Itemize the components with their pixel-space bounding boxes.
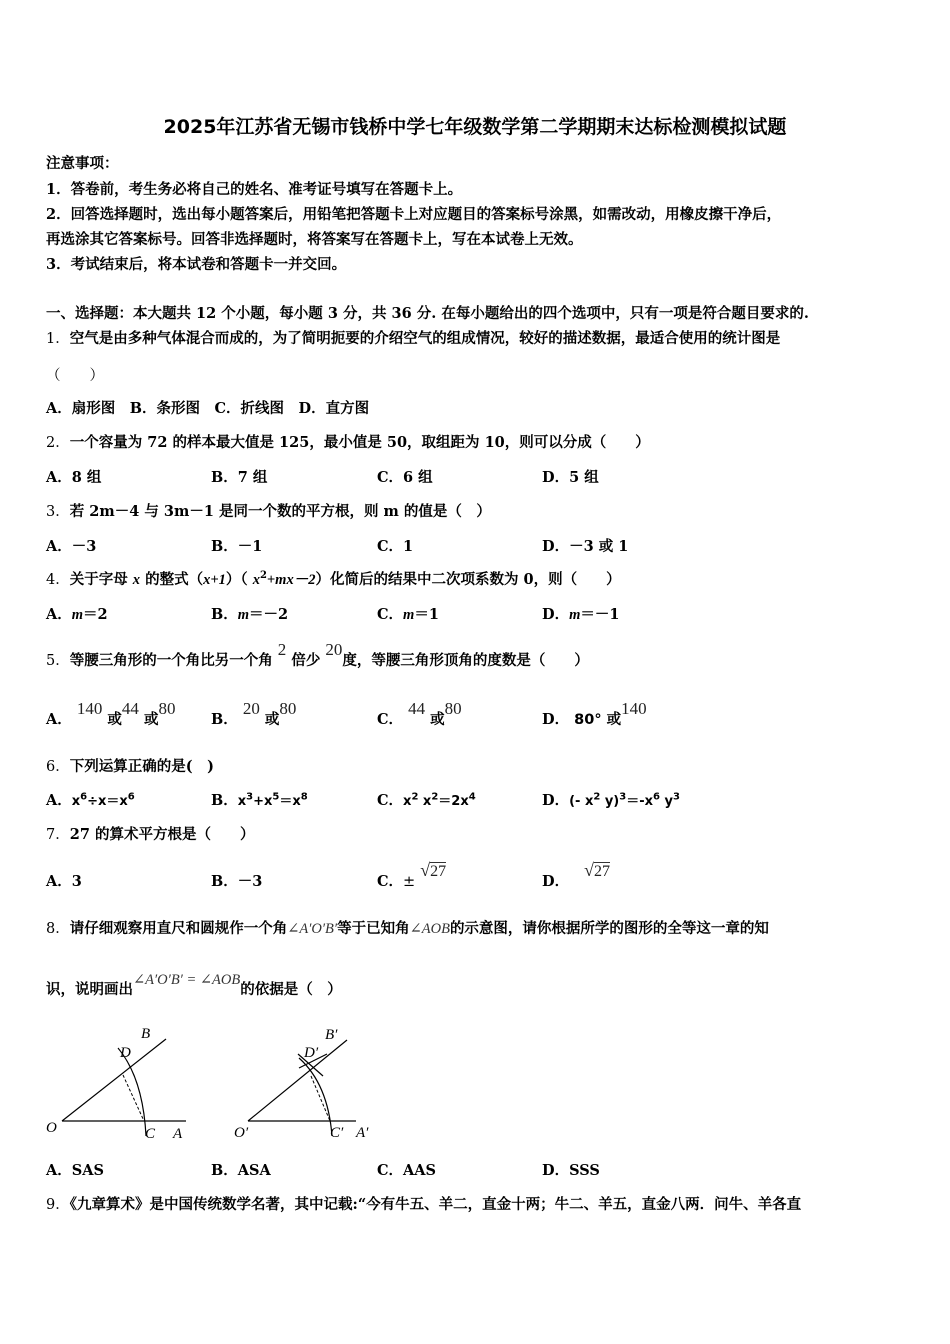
exponent: 4 — [468, 791, 476, 803]
option-label: D． — [542, 792, 570, 809]
option-label: A． — [46, 792, 72, 809]
or-word: 或 — [606, 711, 622, 728]
q6-option-d — [542, 789, 680, 810]
q8-angle-1: ∠A′O′B′ — [287, 921, 338, 937]
sqrt-27 — [420, 860, 447, 880]
question-1-paren: （ ） — [46, 368, 104, 384]
expr: x — [418, 794, 432, 809]
radicand: 27 — [430, 863, 447, 880]
expr: ÷x＝x — [87, 794, 128, 809]
label-o-prime: O′ — [234, 1125, 249, 1141]
exponent: 6 — [80, 791, 88, 803]
question-number: 8． — [46, 921, 70, 937]
option-label: D． — [542, 873, 570, 890]
option-label: D． — [542, 711, 570, 728]
page-title: 2025年江苏省无锡市钱桥中学七年级数学第二学期期末达标检测模拟试题 — [163, 116, 787, 138]
base: x — [403, 794, 412, 809]
q2-option-b: B．7 组 — [211, 469, 268, 486]
q8-option-c: C．AAS — [377, 1162, 437, 1179]
option-value: ＝－1 — [580, 606, 620, 623]
question-1-options: A．扇形图 B．条形图 C．折线图 D．直方图 — [46, 400, 370, 417]
q4-stem-a: 关于字母 — [69, 571, 128, 588]
question-number: 2． — [46, 435, 70, 451]
q8-stem-c: 的示意图，请你根据所学的图形的全等这一章的知 — [449, 920, 769, 937]
option-label: A． — [46, 711, 72, 728]
exponent: 3 — [672, 791, 680, 803]
q5-stem-a: 等腰三角形的一个角比另一个角 — [69, 652, 273, 669]
q7-option-d — [542, 860, 611, 891]
expr: ＝x — [279, 794, 301, 809]
option-label: A． — [46, 606, 72, 623]
option-label: B． — [211, 792, 238, 809]
exponent: 3 — [619, 791, 627, 803]
q5-option-b — [211, 699, 297, 729]
exponent: 3 — [246, 791, 254, 803]
or-word: 或 — [264, 711, 280, 728]
label-d-prime: D′ — [304, 1045, 319, 1061]
option-label: B． — [211, 606, 238, 623]
q4-stem-b: 的整式（ — [145, 571, 204, 588]
label-c: C — [145, 1126, 156, 1142]
q4-stem-d: ）化简后的结果中二次项系数为 0，则（ ） — [315, 571, 621, 588]
question-stem: 若 2m－4 与 3m－1 是同一个数的平方根，则 m 的值是（ ） — [69, 503, 491, 520]
q8-stem-e: 的依据是（ ） — [240, 981, 342, 998]
option-label: C． — [377, 606, 404, 623]
q7-option-a: A．3 — [46, 873, 82, 890]
q5-option-c — [377, 699, 462, 729]
question-7 — [46, 823, 254, 844]
radical-sign-icon: √ — [420, 860, 431, 880]
base: x — [237, 794, 247, 809]
q8-stem-b: 等于已知角 — [337, 920, 410, 937]
q4-var-x: x — [132, 572, 141, 588]
q4-option-c — [377, 603, 439, 624]
q5-option-a — [46, 699, 176, 729]
q4-x: x — [252, 572, 260, 588]
option-label: B． — [211, 711, 238, 728]
question-number: 9． — [46, 1197, 70, 1213]
question-9 — [46, 1193, 801, 1214]
option-label: C． — [377, 711, 404, 728]
value: 80 — [158, 699, 176, 718]
or-word: 或 — [107, 711, 122, 728]
question-3 — [46, 500, 491, 521]
q4-option-d — [542, 603, 619, 624]
q8-stem-a: 请仔细观察用直尺和圆规作一个角 — [69, 920, 288, 937]
label-c-prime: C′ — [330, 1125, 344, 1141]
question-number: 4． — [46, 572, 70, 588]
value: 140 — [621, 699, 647, 718]
expr: (- x — [569, 794, 594, 809]
base: x — [71, 794, 81, 809]
var-m: m — [71, 607, 84, 623]
q4-square: 2 — [259, 570, 267, 582]
question-number: 1． — [46, 331, 70, 347]
option-value: ＝1 — [414, 606, 439, 623]
exponent: 2 — [431, 791, 439, 803]
expr: y) — [600, 794, 620, 809]
q5-stem-b: 倍少 — [291, 652, 321, 669]
arc-cd — [118, 1048, 146, 1136]
var-m: m — [403, 607, 415, 623]
q7-option-c — [377, 860, 447, 891]
label-b-prime: B′ — [325, 1027, 338, 1043]
option-label: D． — [542, 606, 570, 623]
exponent: 6 — [127, 791, 135, 803]
q4-stem-c: ）（ — [225, 571, 248, 588]
notice-item-3: 3．考试结束后，将本试卷和答题卡一并交回。 — [46, 256, 347, 273]
question-1 — [46, 327, 780, 348]
expr: y — [659, 794, 673, 809]
q6-option-c — [377, 789, 476, 810]
q4-option-a — [46, 603, 108, 624]
expr: +x — [253, 794, 273, 809]
question-stem: 《九章算术》是中国传统数学名著，其中记载:“今有牛五、羊二，直金十两；牛二、羊五，直金八两．问牛、羊各直 — [69, 1196, 802, 1213]
exponent: 6 — [653, 791, 660, 803]
q6-option-a — [46, 789, 135, 810]
sqrt-27 — [584, 860, 611, 880]
expr: ＝2x — [438, 794, 469, 809]
question-5 — [46, 640, 589, 670]
q5-number-2: 2 — [277, 640, 287, 659]
exponent: 2 — [411, 791, 419, 803]
exponent: 2 — [593, 791, 601, 803]
notice-item-2: 2．回答选择题时，选出每小题答案后，用铅笔把答题卡上对应题目的答案标号涂黑，如需改动，用橡皮擦干净后， — [46, 206, 782, 223]
q2-option-d: D．5 组 — [542, 469, 599, 486]
q5-number-20: 20 — [325, 640, 343, 659]
q8-construction-figures — [40, 1020, 400, 1150]
question-stem: 下列运算正确的是( ) — [69, 758, 214, 775]
q3-option-a: A．－3 — [46, 538, 97, 555]
ray-o1b1 — [248, 1040, 347, 1121]
notice-item-2-cont: 再选涂其它答案标号。回答非选择题时，将答案写在答题卡上，写在本试卷上无效。 — [46, 231, 583, 248]
value: 140 — [76, 699, 103, 718]
figure-angle-a1o1b1 — [234, 1027, 369, 1141]
ray-ob — [62, 1039, 166, 1121]
question-4 — [46, 568, 621, 589]
var-m: m — [569, 607, 581, 623]
q4-x-plus-1: x+1 — [203, 572, 226, 588]
value: 44 — [408, 699, 426, 718]
option-label: C． — [377, 873, 404, 890]
q3-option-b: B．－1 — [211, 538, 263, 555]
value: 80 — [444, 699, 462, 718]
question-8-cont — [46, 972, 342, 999]
notice-heading: 注意事项： — [46, 155, 119, 172]
expr: ＝-x — [626, 794, 653, 809]
label-a: A — [173, 1126, 183, 1142]
label-a-prime: A′ — [356, 1125, 369, 1141]
value: 80 — [279, 699, 297, 718]
question-2 — [46, 431, 650, 452]
or-word: 或 — [143, 711, 159, 728]
question-stem: 27 的算术平方根是（ ） — [69, 826, 255, 843]
exponent: 5 — [272, 791, 280, 803]
question-stem: 空气是由多种气体混合而成的，为了简明扼要的介绍空气的组成情况，较好的描述数据，最适合使用的统计图是 — [69, 330, 781, 347]
question-number: 7． — [46, 827, 70, 843]
value: 44 — [121, 699, 139, 718]
q8-equation: ∠A′O′B′ = ∠AOB — [133, 972, 241, 988]
or-word: 或 — [430, 711, 445, 728]
option-value: ＝－2 — [249, 606, 289, 623]
q6-option-b — [211, 789, 308, 810]
question-number: 5． — [46, 653, 70, 669]
option-label: C． — [377, 792, 404, 809]
label-b: B — [141, 1026, 151, 1042]
label-o: O — [46, 1120, 57, 1136]
question-6 — [46, 755, 214, 776]
q8-angle-2: ∠AOB — [409, 921, 450, 937]
option-value: ＝2 — [83, 606, 108, 623]
q3-option-c: C．1 — [377, 538, 414, 555]
segment-c1d1 — [311, 1076, 330, 1121]
q2-option-a: A．8 组 — [46, 469, 102, 486]
question-stem: 一个容量为 72 的样本最大值是 125，最小值是 50，取组距为 10，则可以分成（ ） — [69, 434, 650, 451]
value: 80° — [574, 712, 602, 728]
question-number: 3． — [46, 504, 70, 520]
label-d: D — [120, 1045, 131, 1061]
exponent: 8 — [300, 791, 308, 803]
q5-stem-c: 度，等腰三角形顶角的度数是（ ） — [342, 652, 589, 669]
value: 20 — [242, 699, 260, 718]
q8-stem-d: 识，说明画出 — [46, 981, 133, 998]
q4-option-b — [211, 603, 288, 624]
figure-angle-aob — [46, 1026, 186, 1142]
q8-option-a: A．SAS — [46, 1162, 104, 1179]
q4-mx: +mx－2 — [266, 572, 316, 588]
notice-item-1: 1．答卷前，考生务必将自己的姓名、准考证号填写在答题卡上。 — [46, 181, 463, 198]
var-m: m — [237, 607, 250, 623]
q8-option-b: B．ASA — [211, 1162, 271, 1179]
q3-option-d: D．－3 或 1 — [542, 538, 629, 555]
q7-option-b: B．－3 — [211, 873, 263, 890]
section-heading: 一、选择题：本大题共 12 个小题，每小题 3 分，共 36 分. 在每小题给出的四个选项中，只有一项是符合题目要求的. — [46, 305, 809, 322]
q8-option-d: D．SSS — [542, 1162, 600, 1179]
plus-minus-sign: ± — [403, 874, 416, 890]
q2-option-c: C．6 组 — [377, 469, 433, 486]
question-number: 6． — [46, 759, 70, 775]
question-8 — [46, 917, 769, 938]
q5-option-d — [542, 699, 647, 729]
radical-sign-icon: √ — [584, 860, 595, 880]
radicand: 27 — [594, 863, 611, 880]
